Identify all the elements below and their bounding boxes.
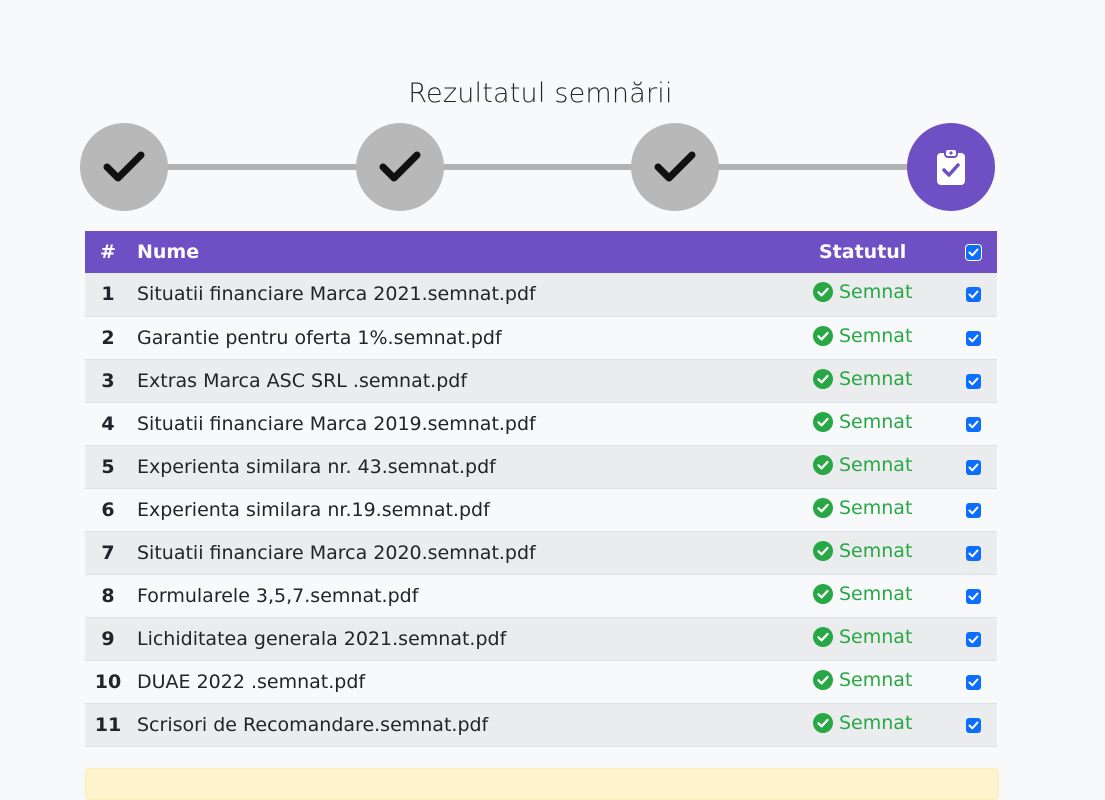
document-name: Formularele 3,5,7.semnat.pdf <box>137 584 419 607</box>
select-all-cell <box>949 231 997 273</box>
status-cell <box>813 359 949 402</box>
table-row <box>85 617 997 660</box>
row-select-cell <box>949 617 997 660</box>
row-number: 3 <box>101 369 115 392</box>
row-select-cell <box>949 316 997 359</box>
status-label: Semnat <box>839 496 913 519</box>
document-name: Situatii financiare Marca 2019.semnat.pdf <box>137 412 536 435</box>
status-badge <box>813 669 912 691</box>
row-select-checkbox[interactable] <box>966 589 981 604</box>
status-cell <box>813 703 949 746</box>
select-all-checkbox[interactable] <box>966 245 981 260</box>
row-select-checkbox[interactable] <box>966 546 981 561</box>
row-number: 1 <box>101 283 115 306</box>
check-circle-icon <box>813 627 833 647</box>
row-select-cell <box>949 488 997 531</box>
document-name: Situatii financiare Marca 2021.semnat.pdf <box>137 283 536 306</box>
document-name: DUAE 2022 .semnat.pdf <box>137 670 366 693</box>
table-row <box>85 359 997 402</box>
status-cell <box>813 531 949 574</box>
status-label: Semnat <box>839 281 913 304</box>
status-badge <box>813 325 912 347</box>
status-label: Semnat <box>839 625 913 648</box>
check-circle-icon <box>813 369 833 389</box>
row-select-cell <box>949 574 997 617</box>
status-cell <box>813 574 949 617</box>
status-badge <box>813 454 912 476</box>
step-3 <box>631 123 719 211</box>
check-circle-icon <box>813 412 833 432</box>
table-row <box>85 316 997 359</box>
status-badge <box>813 411 912 433</box>
status-cell <box>813 617 949 660</box>
status-badge <box>813 626 912 648</box>
row-number: 7 <box>101 541 115 564</box>
signed-documents-table <box>85 231 997 747</box>
row-select-checkbox[interactable] <box>966 632 981 647</box>
row-select-cell <box>949 359 997 402</box>
document-name: Experienta similara nr.19.semnat.pdf <box>137 498 490 521</box>
status-badge <box>813 497 912 519</box>
table-row <box>85 574 997 617</box>
row-number: 2 <box>101 326 115 349</box>
alert-box <box>85 768 999 800</box>
clipboard-check-icon <box>936 148 966 186</box>
check-circle-icon <box>813 713 833 733</box>
row-select-checkbox[interactable] <box>966 287 981 302</box>
row-number: 11 <box>94 713 122 736</box>
status-label: Semnat <box>839 668 913 691</box>
step-1 <box>80 123 168 211</box>
status-badge <box>813 540 912 562</box>
check-circle-icon <box>813 541 833 561</box>
check-circle-icon <box>813 498 833 518</box>
status-label: Semnat <box>839 539 913 562</box>
progress-stepper <box>80 123 994 211</box>
row-select-checkbox[interactable] <box>966 675 981 690</box>
row-select-cell <box>949 660 997 703</box>
status-label: Semnat <box>839 711 913 734</box>
row-number: 6 <box>101 498 115 521</box>
page-title: Rezultatul semnării <box>408 78 673 109</box>
row-select-checkbox[interactable] <box>966 718 981 733</box>
document-name: Garantie pentru oferta 1%.semnat.pdf <box>137 326 502 349</box>
row-select-checkbox[interactable] <box>966 331 981 346</box>
check-circle-icon <box>813 584 833 604</box>
row-select-checkbox[interactable] <box>966 417 981 432</box>
document-name: Scrisori de Recomandare.semnat.pdf <box>137 713 489 736</box>
row-select-checkbox[interactable] <box>966 503 981 518</box>
step-4 <box>907 123 995 211</box>
check-circle-icon <box>813 455 833 475</box>
status-label: Semnat <box>839 582 913 605</box>
column-header-status: Statutul <box>819 241 907 263</box>
row-number: 5 <box>101 455 115 478</box>
step-2 <box>356 123 444 211</box>
table-row <box>85 660 997 703</box>
table-row <box>85 402 997 445</box>
status-cell <box>813 445 949 488</box>
row-number: 10 <box>94 670 122 693</box>
row-select-cell <box>949 402 997 445</box>
row-select-cell <box>949 531 997 574</box>
check-circle-icon <box>813 282 833 302</box>
status-badge <box>813 712 912 734</box>
checkmark-icon <box>654 150 696 184</box>
table-row <box>85 703 997 746</box>
table-row <box>85 531 997 574</box>
status-label: Semnat <box>839 410 913 433</box>
column-header-number: # <box>100 241 116 263</box>
document-name: Situatii financiare Marca 2020.semnat.pdf <box>137 541 536 564</box>
row-select-cell <box>949 273 997 316</box>
checkmark-icon <box>103 150 145 184</box>
table-row <box>85 273 997 316</box>
status-cell <box>813 660 949 703</box>
table-header-row <box>85 231 997 273</box>
checkmark-icon <box>379 150 421 184</box>
table-row <box>85 445 997 488</box>
status-badge <box>813 281 912 303</box>
document-name: Lichiditatea generala 2021.semnat.pdf <box>137 627 507 650</box>
row-number: 4 <box>101 412 115 435</box>
status-cell <box>813 402 949 445</box>
status-label: Semnat <box>839 453 913 476</box>
row-number: 8 <box>101 584 115 607</box>
row-select-cell <box>949 703 997 746</box>
check-circle-icon <box>813 670 833 690</box>
status-badge <box>813 368 912 390</box>
row-select-checkbox[interactable] <box>966 460 981 475</box>
table-row <box>85 488 997 531</box>
status-cell <box>813 488 949 531</box>
status-cell <box>813 273 949 316</box>
check-circle-icon <box>813 326 833 346</box>
row-select-cell <box>949 445 997 488</box>
status-cell <box>813 316 949 359</box>
document-name: Extras Marca ASC SRL .semnat.pdf <box>137 369 468 392</box>
status-label: Semnat <box>839 324 913 347</box>
column-header-name: Nume <box>137 241 200 263</box>
document-name: Experienta similara nr. 43.semnat.pdf <box>137 455 496 478</box>
status-badge <box>813 583 912 605</box>
row-number: 9 <box>101 627 115 650</box>
row-select-checkbox[interactable] <box>966 374 981 389</box>
stepper-connector-line <box>124 164 950 170</box>
status-label: Semnat <box>839 367 913 390</box>
